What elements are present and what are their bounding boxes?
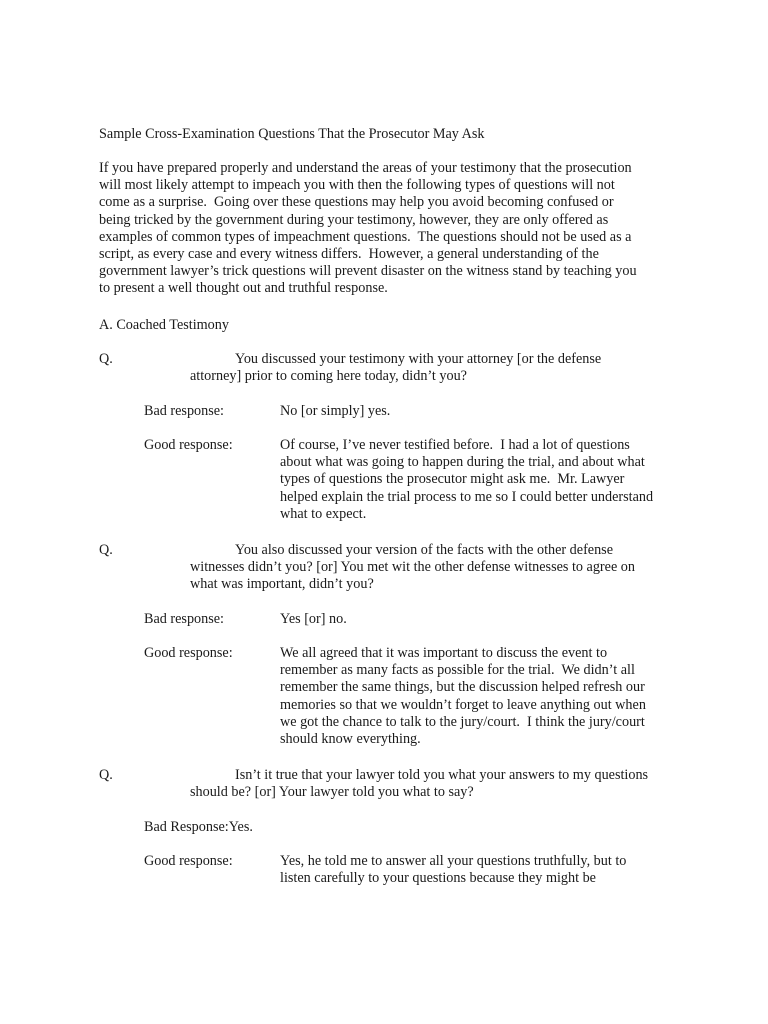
- response-line: types of questions the prosecutor might ask me. Mr. Lawyer: [280, 471, 625, 488]
- good-response-text: [280, 437, 653, 523]
- question-continuation: [190, 559, 635, 593]
- question-text: You also discussed your version of the facts with the other defense: [235, 542, 613, 558]
- intro-line: examples of common types of impeachment questions. The questions should not be used as a: [99, 228, 632, 245]
- response-line: remember as many facts as possible for the trial. We didn’t all: [280, 662, 635, 679]
- response-line: we got the chance to talk to the jury/court. I think the jury/court: [280, 713, 645, 730]
- good-response-label: Good response:: [144, 853, 233, 869]
- question-line: should be? [or] Your lawyer told you what to say?: [190, 784, 474, 800]
- response-line: Of course, I’ve never testified before. I had a lot of questions: [280, 437, 630, 453]
- question-continuation: [190, 368, 467, 385]
- bad-response-label: Bad response:: [144, 611, 224, 627]
- question-marker: Q.: [99, 351, 113, 367]
- response-line: We all agreed that it was important to discuss the event to: [280, 645, 608, 661]
- response-line: remember the same things, but the discussion helped refresh our: [280, 679, 645, 696]
- question-text: Isn’t it true that your lawyer told you what your answers to my questions: [235, 767, 649, 783]
- question-marker: Q.: [99, 542, 113, 558]
- good-response-text: [280, 853, 626, 887]
- intro-line: If you have prepared properly and understand the areas of your testimony that the prosecution: [99, 160, 632, 176]
- intro-line: government lawyer’s trick questions will prevent disaster on the witness stand by teaching you: [99, 263, 637, 280]
- intro-line: will most likely attempt to impeach you with then the following types of questions will not: [99, 177, 615, 194]
- intro-paragraph: [99, 160, 637, 298]
- document-title: Sample Cross-Examination Questions That the Prosecutor May Ask: [99, 126, 485, 142]
- bad-response-inline: Bad Response:Yes.: [144, 819, 253, 835]
- intro-line: to present a well thought out and truthful response.: [99, 280, 388, 297]
- response-line: what to expect.: [280, 505, 367, 522]
- response-line: helped explain the trial process to me so I could better understand: [280, 488, 654, 505]
- bad-response-text: Yes [or] no.: [280, 611, 347, 627]
- response-line: listen carefully to your questions because they might be: [280, 870, 596, 887]
- good-response-label: Good response:: [144, 645, 233, 661]
- question-line: witnesses didn’t you? [or] You met wit the other defense witnesses to agree on: [190, 559, 635, 575]
- response-line: should know everything.: [280, 731, 421, 748]
- bad-response-label: Bad response:: [144, 403, 224, 419]
- section-heading: A. Coached Testimony: [99, 317, 229, 333]
- question-text: You discussed your testimony with your attorney [or the defense: [235, 351, 602, 367]
- response-line: about what was going to happen during the trial, and about what: [280, 454, 645, 471]
- question-continuation: [190, 784, 474, 801]
- good-response-label: Good response:: [144, 437, 233, 453]
- intro-line: script, as every case and every witness differs. However, a general understanding of the: [99, 246, 599, 263]
- good-response-text: [280, 645, 646, 748]
- response-line: memories so that we wouldn’t forget to leave anything out when: [280, 696, 646, 713]
- question-marker: Q.: [99, 767, 113, 783]
- bad-response-text: No [or simply] yes.: [280, 403, 391, 419]
- question-line: attorney] prior to coming here today, didn’t you?: [190, 368, 467, 384]
- response-line: Yes, he told me to answer all your questions truthfully, but to: [280, 853, 627, 869]
- intro-line: come as a surprise. Going over these questions may help you avoid becoming confused or: [99, 194, 614, 211]
- intro-line: being tricked by the government during your testimony, however, they are only offered as: [99, 211, 609, 228]
- question-line: what was important, didn’t you?: [190, 576, 374, 593]
